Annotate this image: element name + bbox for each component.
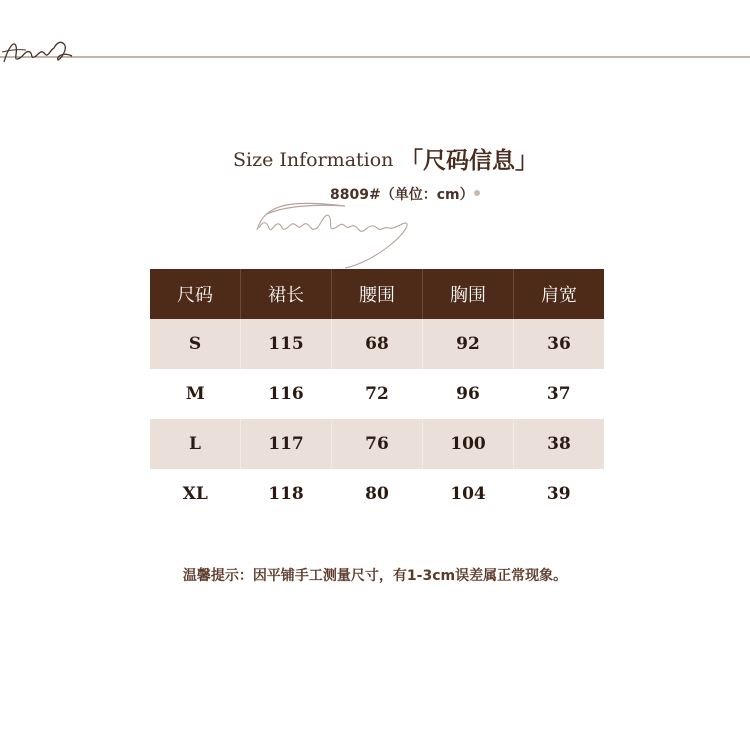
table-row [150, 419, 604, 469]
cell-bust: 104 [423, 469, 514, 519]
cell-waist: 72 [332, 369, 423, 419]
cell-waist: 80 [332, 469, 423, 519]
cell-waist: 76 [332, 419, 423, 469]
cell-shoulder: 38 [514, 419, 605, 469]
signature-icon [255, 192, 415, 272]
title-chinese: 「尺码信息」 [400, 148, 538, 174]
cell-skirt-length: 118 [241, 469, 332, 519]
cell-size: M [150, 369, 241, 419]
cell-bust: 92 [423, 319, 514, 369]
cell-bust: 100 [423, 419, 514, 469]
header-skirt-length: 裙长 [241, 269, 332, 319]
table-row [150, 319, 604, 369]
cell-skirt-length: 115 [241, 319, 332, 369]
header-size: 尺码 [150, 269, 241, 319]
script-flourish-icon [0, 0, 750, 70]
cell-waist: 68 [332, 319, 423, 369]
cell-shoulder: 36 [514, 319, 605, 369]
unit-subtitle: 8809#（单位：cm） [330, 187, 474, 203]
cell-shoulder: 37 [514, 369, 605, 419]
size-table [150, 269, 604, 519]
title-english: Size Information [233, 149, 394, 171]
cell-shoulder: 39 [514, 469, 605, 519]
cell-bust: 96 [423, 369, 514, 419]
table-row [150, 469, 604, 519]
header-waist: 腰围 [332, 269, 423, 319]
cell-size: S [150, 319, 241, 369]
measurement-note: 温馨提示：因平铺手工测量尺寸，有1-3cm误差属正常现象。 [182, 568, 568, 584]
cell-size: L [150, 419, 241, 469]
header-bust: 胸围 [423, 269, 514, 319]
cell-skirt-length: 116 [241, 369, 332, 419]
cell-skirt-length: 117 [241, 419, 332, 469]
header-shoulder: 肩宽 [514, 269, 605, 319]
title-row [0, 142, 750, 178]
cell-size: XL [150, 469, 241, 519]
table-header-row [150, 269, 604, 319]
dot-icon [474, 190, 480, 196]
table-row [150, 369, 604, 419]
